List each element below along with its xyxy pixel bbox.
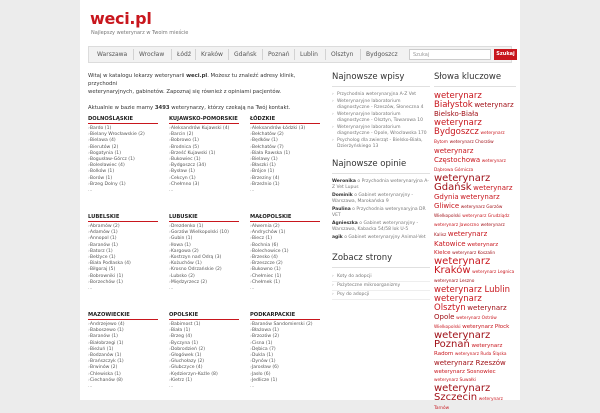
city-link[interactable]: › Kostrzyn nad Odrą (3) xyxy=(169,255,239,261)
keyword-tag[interactable]: weterynarz Opole xyxy=(434,304,507,321)
region-title[interactable]: PODKARPACKIE xyxy=(250,312,320,320)
city-link[interactable]: › Biała Rawska (1) xyxy=(250,151,320,157)
page xyxy=(80,0,520,411)
intro-text xyxy=(88,72,324,112)
city-link[interactable]: › Gorzów Wielkopolski (10) xyxy=(169,230,239,236)
nav-item-wroclaw[interactable]: Wrocław xyxy=(139,51,165,58)
nav-separator xyxy=(262,49,263,60)
city-link[interactable]: › Międzyrzecz (2) xyxy=(169,280,239,286)
city-link[interactable]: › Baboszewo (1) xyxy=(88,328,158,334)
see-also-link[interactable]: › Psy do adopcji xyxy=(332,291,430,300)
more-link[interactable]: ... xyxy=(169,286,174,292)
city-link[interactable]: › Byczyna (1) xyxy=(169,341,239,347)
region-dolnoslaskie xyxy=(88,116,158,194)
keyword-tag[interactable]: weterynarz Tarnów xyxy=(434,397,503,411)
nav-separator xyxy=(325,49,326,60)
keywords-column xyxy=(434,72,516,413)
city-link[interactable]: › Bodzanów (1) xyxy=(88,353,158,359)
vet-count: 3493 xyxy=(154,105,170,111)
city-link[interactable]: › Babimost (1) xyxy=(169,322,239,328)
region-title[interactable]: MAŁOPOLSKIE xyxy=(250,214,320,222)
more-link[interactable]: ... xyxy=(250,188,255,194)
city-link[interactable]: › Batorz (1) xyxy=(88,249,158,255)
keyword-tag[interactable]: weterynarz Chorzów xyxy=(449,140,494,145)
keyword-tag[interactable]: weterynarz Radom xyxy=(434,343,503,357)
opinion-item[interactable]: Weronika o Przychodnia weterynaryjna A-Z Vet Lupus xyxy=(332,179,429,190)
opinion-author: Dominik xyxy=(332,193,353,198)
keyword-tag[interactable]: weterynarz Białystok xyxy=(434,91,482,110)
opinion-author: Agnieszka xyxy=(332,221,358,226)
more-link[interactable]: ... xyxy=(88,188,93,194)
keyword-tag[interactable]: weterynarz Gorzów Wielkopolski xyxy=(434,205,503,219)
region-title[interactable]: ŁÓDZKIE xyxy=(250,116,320,124)
city-link[interactable]: › Ciechanów (8) xyxy=(88,378,158,384)
city-link[interactable]: › Bukowiec (1) xyxy=(169,157,239,163)
nav-item-lodz[interactable]: Łódź xyxy=(177,51,192,58)
nav-item-lublin[interactable]: Lublin xyxy=(300,51,318,58)
city-link[interactable]: › Bochnia (6) xyxy=(250,243,320,249)
keyword-tag[interactable]: weterynarz Płock xyxy=(462,324,510,330)
city-link[interactable]: › Bielany Wrocławskie (2) xyxy=(88,132,158,138)
city-link[interactable]: › Bydgoszcz (34) xyxy=(169,163,239,169)
city-link[interactable]: › Biecz (1) xyxy=(250,236,320,242)
city-link[interactable]: › Bieżuń (1) xyxy=(88,347,158,353)
keyword-tag[interactable]: weterynarz Suwałki xyxy=(434,378,477,383)
keyword-tag[interactable]: weterynarz Kraków xyxy=(434,256,491,276)
keyword-tag[interactable]: weterynarz Gdynia xyxy=(434,184,513,201)
city-link[interactable]: › Bobrowniki (1) xyxy=(88,274,158,280)
keyword-tag[interactable]: weterynarz Bielsko-Biała xyxy=(434,101,514,118)
keyword-tag[interactable]: weterynarz Katowice xyxy=(434,230,488,248)
city-link[interactable]: › Brańszczyk (1) xyxy=(88,359,158,365)
keyword-tag[interactable]: weterynarz Kalisz xyxy=(434,223,505,238)
keyword-tag[interactable]: weterynarz Legnica xyxy=(472,270,515,275)
intro-line: Witaj w katalogu lekarzy weterynarii weci.pl. Możesz tu znaleźć adresy klinik, przychodni xyxy=(88,73,296,87)
region-kujawsko-pomorskie xyxy=(169,116,239,194)
vet-count-line: Aktualnie w bazie mamy 3493 weterynarzy, którzy czekają na Twój kontakt. xyxy=(88,105,291,111)
city-link[interactable]: › Borzechów (1) xyxy=(88,280,158,286)
city-link[interactable]: › Głuchołazy (2) xyxy=(169,359,239,365)
keyword-tag[interactable]: weterynarz Ostrów Wielkopolski xyxy=(434,316,497,330)
more-link[interactable]: ... xyxy=(88,384,93,390)
nav-separator xyxy=(133,49,134,60)
city-link[interactable]: › Chełmno (3) xyxy=(169,182,239,188)
city-link[interactable]: › Annopol (1) xyxy=(88,236,158,242)
city-link[interactable]: › Kożuchów (1) xyxy=(169,261,239,267)
city-link[interactable]: › Drezdenko (1) xyxy=(169,224,239,230)
city-link[interactable]: › Bierutów (2) xyxy=(88,145,158,151)
city-link[interactable]: › Brójce (1) xyxy=(250,169,320,175)
city-link[interactable]: › Bardo (1) xyxy=(88,126,158,132)
city-link[interactable]: › Brwinów (2) xyxy=(88,365,158,371)
keyword-tag[interactable]: weterynarz Bydgoszcz xyxy=(434,118,482,137)
keyword-tag[interactable]: weterynarz Olsztyn xyxy=(434,294,482,313)
search-button[interactable]: Szukaj xyxy=(494,49,517,60)
keyword-tag[interactable]: weterynarz Grudziądz xyxy=(462,214,510,219)
keyword-tag[interactable]: weterynarz Szczecin xyxy=(434,383,491,403)
city-link[interactable]: › Andrzejewo (4) xyxy=(88,322,158,328)
city-link[interactable]: › Baranów (1) xyxy=(88,243,158,249)
city-link[interactable]: › Bysław (1) xyxy=(169,169,239,175)
city-link[interactable]: › Bełchatów (7) xyxy=(250,145,320,151)
nav-separator xyxy=(360,49,361,60)
nav-separator xyxy=(195,49,196,60)
more-link[interactable]: ... xyxy=(169,188,174,194)
nav-item-bydgoszcz[interactable]: Bydgoszcz xyxy=(366,51,398,58)
city-link[interactable]: › Kietrz (1) xyxy=(169,378,239,384)
city-link[interactable]: › Brzeszcze (2) xyxy=(250,261,320,267)
city-link[interactable]: › Chełmiec (1) xyxy=(250,274,320,280)
nav-item-gdansk[interactable]: Gdańsk xyxy=(234,51,257,58)
city-link[interactable]: › Biała (1) xyxy=(169,328,239,334)
keyword-tag[interactable]: weterynarz Ruda Śląska xyxy=(454,352,507,357)
city-link[interactable]: › Bełchatów (2) xyxy=(250,132,320,138)
city-link[interactable]: › Borów (1) xyxy=(88,176,158,182)
divider xyxy=(434,86,516,87)
city-link[interactable]: › Bukowno (1) xyxy=(250,267,320,273)
city-link[interactable]: › Brzozów (2) xyxy=(250,334,320,340)
opinion-author: Weronika xyxy=(332,179,356,184)
city-link[interactable]: › Błażowa (1) xyxy=(250,328,320,334)
city-link[interactable]: › Iłowa (1) xyxy=(169,243,239,249)
see-also-title: Zobacz strony xyxy=(332,253,393,263)
city-link[interactable]: › Chełmek (1) xyxy=(250,280,320,286)
city-link[interactable]: › Będków (1) xyxy=(250,138,320,144)
city-link[interactable]: › Bogatynia (1) xyxy=(88,151,158,157)
divider xyxy=(332,86,430,87)
city-link[interactable]: › Dukla (1) xyxy=(250,353,320,359)
keyword-tag[interactable]: weterynarz Gdańsk xyxy=(434,173,491,193)
nav-item-poznan[interactable]: Poznań xyxy=(268,51,290,58)
city-link[interactable]: › Błaszki (1) xyxy=(250,163,320,169)
more-link[interactable]: ... xyxy=(250,286,255,292)
opinion-item[interactable]: Dominik o Gabinet weterynaryjny - Warszawa, Marokańska 9 xyxy=(332,193,414,204)
city-link[interactable]: › Brzeziny (4) xyxy=(250,176,320,182)
city-link[interactable]: › Kędzierzyn-Koźle (8) xyxy=(169,372,239,378)
see-also-link[interactable]: › Pożyteczne mikroorganizmy xyxy=(332,282,430,291)
more-link[interactable]: ... xyxy=(169,384,174,390)
region-title[interactable]: MAZOWIECKIE xyxy=(88,312,158,320)
city-link[interactable]: › Gubin (1) xyxy=(169,236,239,242)
region-lubelskie xyxy=(88,214,158,292)
city-link[interactable]: › Jasło (6) xyxy=(250,372,320,378)
nav-separator xyxy=(294,49,295,60)
site-logo[interactable]: weci.pl xyxy=(90,9,152,28)
region-title[interactable]: DOLNOŚLĄSKIE xyxy=(88,116,158,124)
region-title[interactable]: KUJAWSKO-POMORSKIE xyxy=(169,116,238,122)
keyword-tag[interactable]: weterynarz Lublin xyxy=(434,285,511,295)
city-link[interactable]: › Cisna (1) xyxy=(250,341,320,347)
newest-entry-link[interactable]: › Psycholog dla zwierząt - Bielsko-Biała, Dzierżyńskiego 13 xyxy=(332,138,430,150)
keywords-title: Słowa kluczowe xyxy=(434,72,502,82)
keyword-tag[interactable]: weterynarz Jaworzno xyxy=(434,223,479,228)
region-lodzkie xyxy=(250,116,320,194)
city-link[interactable]: › Dynów (1) xyxy=(250,359,320,365)
nav-item-olsztyn[interactable]: Olsztyn xyxy=(331,51,354,58)
city-link[interactable]: › Brodnica (5) xyxy=(169,145,239,151)
city-link[interactable]: › Głogówek (1) xyxy=(169,353,239,359)
middle-column xyxy=(332,72,430,300)
opinion-item[interactable]: agik o Gabinet weterynaryjny Animal-Vet xyxy=(332,235,426,240)
keyword-tag[interactable]: weterynarz Kielce xyxy=(434,242,499,256)
city-link[interactable]: › Bolesławiec (4) xyxy=(88,163,158,169)
city-link[interactable]: › Dobrodzień (2) xyxy=(169,347,239,353)
newest-entry-link[interactable]: › Weterynaryjne laboratorium diagnostyczne - Rzeszów, Słoneczna 4 xyxy=(332,99,430,111)
newest-entry-link[interactable]: › Weterynaryjne laboratorium diagnostyczne - Olsztyn, Towarowa 10 xyxy=(332,112,430,124)
city-link[interactable]: › Bobrowo (1) xyxy=(169,138,239,144)
city-link[interactable]: › Białobrzegi (1) xyxy=(88,341,158,347)
keyword-tag[interactable]: weterynarz Poznań xyxy=(434,330,491,350)
city-link[interactable]: › Dębica (7) xyxy=(250,347,320,353)
region-title[interactable]: OPOLSKIE xyxy=(169,312,239,320)
city-link[interactable]: › Aleksandrów Kujawski (4) xyxy=(169,126,239,132)
search-input[interactable]: Szukaj xyxy=(409,49,491,60)
city-link[interactable]: › Bogusław-Górcz (1) xyxy=(88,157,158,163)
divider xyxy=(332,173,430,174)
site-name: weci.pl xyxy=(186,73,208,79)
city-link[interactable]: › Cekcyn (1) xyxy=(169,176,239,182)
city-link[interactable]: › Bolków (1) xyxy=(88,169,158,175)
region-podkarpackie xyxy=(250,312,320,390)
more-link[interactable]: ... xyxy=(250,384,255,390)
city-link[interactable]: › Głubczyce (4) xyxy=(169,365,239,371)
city-link[interactable]: › Brzesko (4) xyxy=(250,255,320,261)
newest-entry-link[interactable]: › Przychodnia weterynaryjna A-Z Vet xyxy=(332,92,430,98)
city-link[interactable]: › Brzeg Dolny (1) xyxy=(88,182,158,188)
city-link[interactable]: › Bełżyce (1) xyxy=(88,255,158,261)
city-link[interactable]: › Aleksandrów Łódzki (3) xyxy=(250,126,320,132)
city-link[interactable]: › Bielawa (4) xyxy=(88,138,158,144)
keyword-cloud xyxy=(434,92,516,413)
city-link[interactable]: › Brzeg (4) xyxy=(169,334,239,340)
city-link[interactable]: › Abramów (2) xyxy=(88,224,158,230)
region-malopolskie xyxy=(250,214,320,292)
city-link[interactable]: › Baranów Sandomierski (2) xyxy=(250,322,320,328)
nav-item-warszawa[interactable]: Warszawa xyxy=(97,51,128,58)
city-link[interactable]: › Lubsko (2) xyxy=(169,274,239,280)
site-tagline: Najlepszy weterynarz w Twoim mieście xyxy=(91,30,189,36)
opinion-item[interactable]: Agnieszka o Gabinet weterynaryjny - Warszawa, Kabacka 54/58 lok U-5 xyxy=(332,221,419,232)
city-link[interactable]: › Bielawy (1) xyxy=(250,157,320,163)
keyword-tag[interactable]: weterynarz Bytom xyxy=(434,131,505,145)
city-link[interactable]: › Baranów (1) xyxy=(88,334,158,340)
header xyxy=(80,0,520,42)
city-link[interactable]: › Andrychów (1) xyxy=(250,230,320,236)
newest-entries-title: Najnowsze wpisy xyxy=(332,72,405,82)
keyword-tag[interactable]: weterynarz Gliwice xyxy=(434,193,500,210)
city-link[interactable]: › Kargowa (2) xyxy=(169,249,239,255)
city-link[interactable]: › Adamów (1) xyxy=(88,230,158,236)
intro-line: weterynaryjnych, gabinetów. Zapoznaj się również z opiniami pacjentów. xyxy=(88,89,282,95)
nav-separator xyxy=(228,49,229,60)
city-link[interactable]: › Biała Podlaska (4) xyxy=(88,261,158,267)
city-link[interactable]: › Chlewiska (1) xyxy=(88,372,158,378)
opinion-author: agik xyxy=(332,235,343,240)
see-also-link[interactable]: › Koty do adopcji xyxy=(332,273,430,282)
main-nav xyxy=(88,46,515,63)
region-title[interactable]: LUBUSKIE xyxy=(169,214,239,222)
city-link[interactable]: › Brzeźnio (1) xyxy=(250,182,320,188)
keyword-tag[interactable]: weterynarz Rzeszów xyxy=(434,359,506,367)
nav-separator xyxy=(171,49,172,60)
city-link[interactable]: › Jarosław (6) xyxy=(250,365,320,371)
city-link[interactable]: › Alwernia (2) xyxy=(250,224,320,230)
keyword-tag[interactable]: weterynarz Koszalin xyxy=(452,251,496,256)
city-link[interactable]: › Krosno Odrzańskie (2) xyxy=(169,267,239,273)
city-link[interactable]: › Biłgoraj (5) xyxy=(88,267,158,273)
region-opolskie xyxy=(169,312,239,390)
keyword-tag[interactable]: weterynarz Częstochowa xyxy=(434,147,481,164)
nav-item-krakow[interactable]: Kraków xyxy=(201,51,223,58)
city-link[interactable]: › Barcin (2) xyxy=(169,132,239,138)
keyword-tag[interactable]: weterynarz Leszno xyxy=(434,279,475,284)
newest-opinions-title: Najnowsze opinie xyxy=(332,159,407,169)
keyword-tag[interactable]: weterynarz Dąbrowa Górnicza xyxy=(434,159,506,173)
divider xyxy=(332,267,430,268)
city-link[interactable]: › Jedlicze (1) xyxy=(250,378,320,384)
more-link[interactable]: ... xyxy=(88,286,93,292)
region-title[interactable]: LUBELSKIE xyxy=(88,214,158,222)
keyword-tag[interactable]: weterynarz Sosnowiec xyxy=(434,369,496,375)
region-mazowieckie xyxy=(88,312,158,390)
city-link[interactable]: › Brześć Kujawski (1) xyxy=(169,151,239,157)
city-link[interactable]: › Bolechowice (1) xyxy=(250,249,320,255)
newest-entry-link[interactable]: › Weterynaryjne laboratorium diagnostyczne - Opole, Wrocławska 170 xyxy=(332,125,430,137)
opinion-author: Paulina xyxy=(332,207,351,212)
opinion-item[interactable]: Paulina o Przychodnia weterynaryjna DR VET xyxy=(332,207,426,218)
region-lubuskie xyxy=(169,214,239,292)
